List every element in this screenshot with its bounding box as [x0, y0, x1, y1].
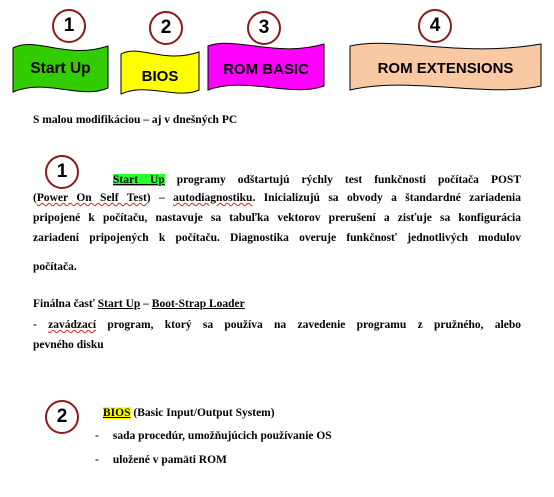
section2-bullet-1: - sada procedúr, umožňujúcich používanie OS — [95, 430, 332, 442]
banner-rom-extensions — [348, 40, 543, 96]
section2-number-circle: 2 — [45, 400, 79, 434]
banner-label: Start Up — [30, 60, 91, 77]
number-circle-3: 3 — [247, 11, 281, 45]
term-start-up: Start Up — [113, 174, 165, 186]
number-circle-2: 2 — [149, 11, 183, 45]
section1-line5: počítača. — [33, 261, 77, 273]
banner-label: ROM EXTENSIONS — [377, 59, 514, 77]
section1-line4: zariadení pripojených k počítaču. Diagnostika overuje funkčnosť jednotlivých modulov — [33, 232, 521, 244]
section1-number-circle: 1 — [45, 155, 79, 189]
boot-line1: - zavádzací program, ktorý sa používa na zavedenie programu z pružného, alebo — [33, 319, 521, 331]
banner-rom-basic — [206, 40, 326, 98]
boot-title: Finálna časť Start Up – Boot-Strap Loader — [33, 298, 245, 310]
section2-bullet-2: - uložené v pamäti ROM — [95, 454, 227, 466]
intro-text: S malou modifikáciou – aj v dnešných PC — [33, 114, 238, 126]
section1-line1: Start Up programy odštartujú rýchly test funkčnosti počítača POST — [113, 174, 521, 186]
term-bios: BIOS — [103, 407, 131, 419]
section2-title: BIOS (Basic Input/Output System) — [103, 407, 275, 419]
banner-bios — [119, 46, 201, 98]
number-circle-4: 4 — [418, 9, 452, 43]
banner-start-up — [11, 40, 110, 98]
banner-label: ROM BASIC — [223, 60, 309, 78]
section1-line3: pripojené k počítaču, nastavuje sa tabuľka vektorov prerušení a zisťuje sa konfigurácia — [33, 212, 521, 224]
boot-line2: pevného disku — [33, 339, 104, 351]
banner-label: BIOS — [141, 67, 179, 85]
section1-line2: (Power On Self Test) – autodiagnostiku. Inicializujú sa obvody a štandardné zariadenia — [33, 192, 522, 204]
number-circle-1: 1 — [52, 9, 86, 43]
